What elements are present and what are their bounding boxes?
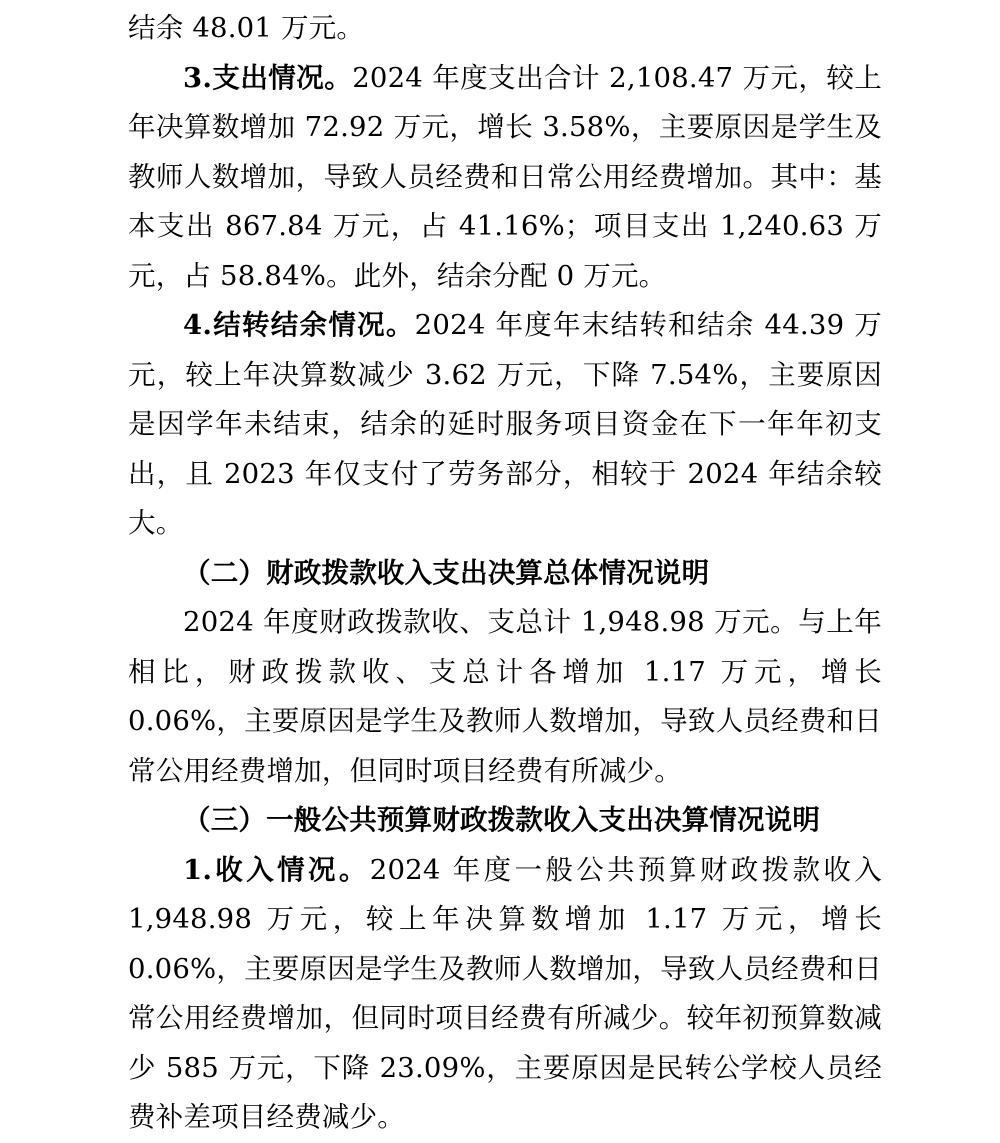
paragraph-text: 结余 48.01 万元。 [128, 12, 365, 44]
paragraph-lead-label: 3.支出情况。 [183, 61, 353, 94]
paragraph-lead-label: 4.结转结余情况。 [183, 309, 415, 341]
paragraph-lead-label: 1.收入情况。 [183, 853, 370, 886]
heading-general-public-budget [128, 796, 882, 846]
paragraph-text: 2024 年度一般公共预算财政拨款收入 1,948.98 万元，较上年决算数增加 1.17 万元，增长 0.06%，主要原因是学生及教师人数增加，导致人员经费和日常公用经费增加，但同时项目经费有所减少。较年初预算数减少 585 万元，下降 23.09%，主要原因是民转公学校人员经费补差项目经费减少。 [128, 853, 883, 1133]
paragraph-text: 2024 年度财政拨款收、支总计 1,948.98 万元。与上年相比，财政拨款收、支总计各增加 1.17 万元，增长 0.06%，主要原因是学生及教师人数增加，导致人员经费和日常公用经费增加，但同时项目经费有所减少。 [128, 606, 882, 787]
document-body [128, 0, 882, 1143]
paragraph-expenditure [128, 54, 882, 302]
heading-fiscal-appropriation-overall [128, 549, 882, 599]
paragraph-income-situation [128, 846, 882, 1143]
paragraph-fiscal-appropriation-overall [128, 598, 882, 796]
paragraph-carryover-balance [128, 301, 882, 549]
heading-text: （三）一般公共预算财政拨款收入支出决算情况说明 [183, 804, 821, 836]
paragraph-carryover-tail [128, 4, 882, 54]
heading-text: （二）财政拨款收入支出决算总体情况说明 [183, 556, 710, 589]
paragraph-text: 2024 年度支出合计 2,108.47 万元，较上年决算数增加 72.92 万元，增长 3.58%，主要原因是学生及教师人数增加，导致人员经费和日常公用经费增加。其中：基本支出 867.84 万元，占 41.16%；项目支出 1,240.63 万元，占 58.84%。此外，结余分配 0 万元。 [128, 61, 883, 292]
paragraph-text: 2024 年度年末结转和结余 44.39 万元，较上年决算数减少 3.62 万元，下降 7.54%，主要原因是因学年未结束，结余的延时服务项目资金在下一年年初支出，且 2023 年仅支付了劳务部分，相较于 2024 年结余较大。 [128, 309, 882, 539]
